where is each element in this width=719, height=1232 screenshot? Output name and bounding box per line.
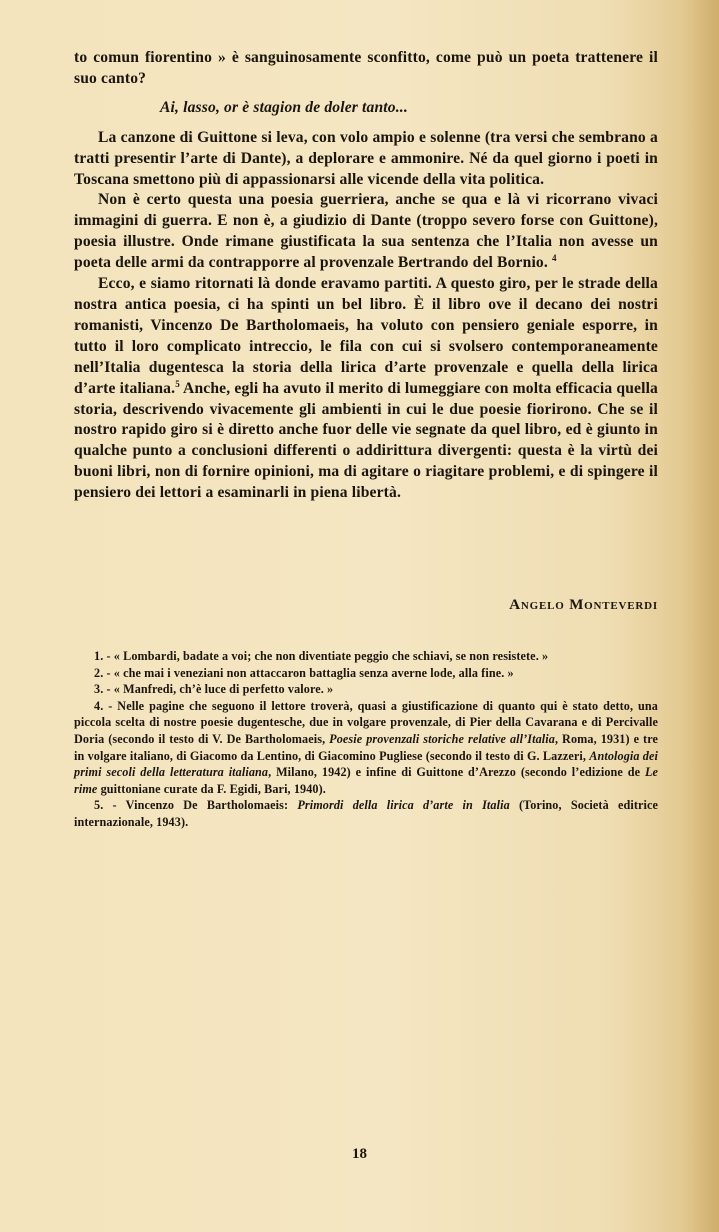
paragraph-2: La canzone di Guittone si leva, con volo ampio e solenne (tra versi che sembrano a tratti presentir l’arte di Dante), a deplorare e ammonire. Né da quel giorno i poeti in Toscana smettono più di appassionarsi alle vicende della vita politica. xyxy=(74,128,658,188)
paper-edge-shading xyxy=(679,0,719,1232)
footnote-2: 2. - « che mai i veneziani non attaccaron battaglia senza averne lode, alla fine. » xyxy=(94,665,514,680)
page-number: 18 xyxy=(352,1146,367,1162)
footnote-5-title: Primordi della lirica d’arte in Italia xyxy=(297,798,510,813)
footnote-4-title-2: Antologia dei primi secoli della letteratura italiana xyxy=(74,748,658,780)
main-text xyxy=(74,48,658,504)
paragraph-4 xyxy=(74,274,658,504)
footnote-ref-5[interactable]: 5 xyxy=(175,378,180,389)
paragraph-4-text-a: Ecco, e siamo ritornati là donde eravamo partiti. A questo giro, per le strade della nostra antica poesia, ci ha spinti un bel libro. È il libro ove il decano dei nostri romanisti, Vincenzo De Bartholomaeis, ha voluto con pensiero geniale esporre, in tutto il loro complicato intreccio, le fila con cui si svolsero contemporaneamente nell’Italia dugentesca la storia della lirica d’arte provenzale e quella della lirica d’arte italiana. xyxy=(74,275,658,397)
footnote-3: 3. - « Manfredi, ch’è luce di perfetto valore. » xyxy=(94,682,334,697)
paragraph-1: to comun fiorentino » è sanguinosamente sconfitto, come può un poeta trattenere il suo canto? xyxy=(74,49,658,87)
author-signature: Angelo Monteverdi xyxy=(509,597,658,613)
footnote-4-text-d: guittoniane curate da F. Egidi, Bari, 1940). xyxy=(97,781,326,796)
footnote-4-text-c: , Milano, 1942) e infine di Guittone d’Arezzo (secondo l’edizione de xyxy=(268,765,645,780)
footnote-4-text-a: 4. - Nelle pagine che seguono il lettore troverà, quasi a giustificazione di quanto qui è stato detto, una piccola scelta di nostre poesie dugentesche, due in volgare provenzale, di Pier della Cavarana e di Percivalle Doria (secondo il testo di V. De Bartholomaeis, xyxy=(74,698,658,746)
footnote-1: 1. - « Lombardi, badate a voi; che non diventiate peggio che schiavi, se non resistete. » xyxy=(94,649,549,663)
footnote-4 xyxy=(74,698,658,798)
paragraph-3 xyxy=(74,190,658,274)
footnote-4-title-1: Poesie provenzali storiche relative all’Italia xyxy=(329,731,555,746)
paragraph-3-text: Non è certo questa una poesia guerriera, anche se qua e là vi ricorrano vivaci immagini di guerra. E non è, a giudizio di Dante (troppo severo forse con Guittone), poesia illustre. Onde rimane giustificata la sua sentenza che l’Italia non avesse un poeta delle armi da contrapporre al provenzale Bertrando del Bornio. xyxy=(74,191,658,272)
footnote-4-text-b: , Roma, 1931) e tre in volgare italiano, di Giacomo da Lentino, di Giacomino Pugliese (secondo il testo di G. Lazzeri, xyxy=(74,731,658,763)
footnote-4-title-3: Le rime xyxy=(74,765,658,796)
verse-quote: Ai, lasso, or è stagion de doler tanto... xyxy=(160,98,408,116)
footnote-5-text-a: 5. - Vincenzo De Bartholomaeis: xyxy=(94,798,298,813)
footnote-5 xyxy=(74,797,658,830)
footnote-5-text-b: (Torino, Società editrice internazionale, 1943). xyxy=(74,798,659,829)
footnote-ref-4[interactable]: 4 xyxy=(552,253,557,264)
footnotes xyxy=(74,648,658,831)
paragraph-4-text-b: Anche, egli ha avuto il merito di lumeggiare con molta efficacia quella storia, descrivendo vivacemente gli ambienti in cui le due poesie fiorirono. Che se il nostro rapido giro si è diretto anche fuor delle vie segnate da quel libro, ed è giunto in qualche punto a conclusioni differenti o addirittura divergenti: questa è la virtù dei buoni libri, non di fornire opinioni, ma di agitare o riagitare problemi, e di spingere il pensiero dei lettori a esaminarli in piena libertà. xyxy=(74,379,658,502)
